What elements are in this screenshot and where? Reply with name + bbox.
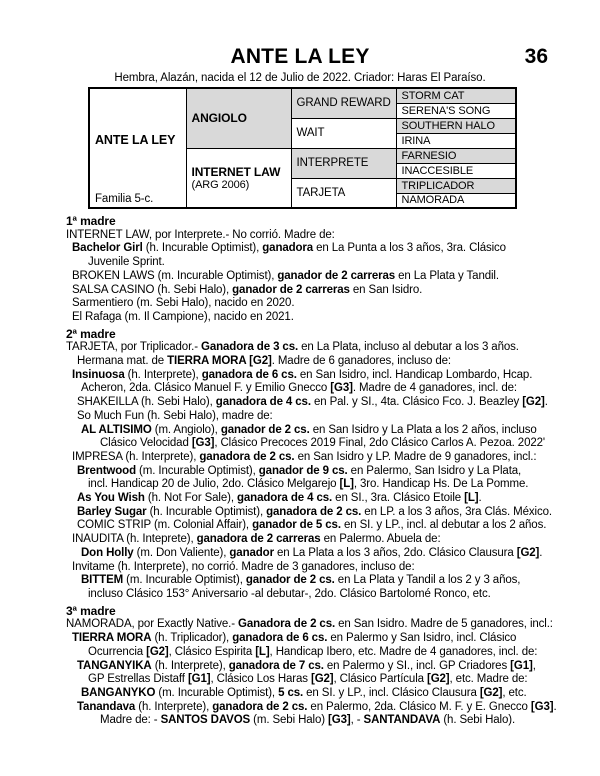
pedigree-line: TARJETA, por Triplicador.- Ganadora de 3 cs. en La Plata, incluso al debutar a los 3 años.	[66, 341, 519, 354]
gen3-cell-3	[396, 118, 516, 133]
gen3-cell-7	[396, 178, 516, 193]
gen3-name: INACCESIBLE	[401, 164, 474, 177]
gen2-name: GRAND REWARD	[296, 97, 391, 110]
gen2-cell-2	[291, 118, 396, 148]
pedigree-line: COMIC STRIP (m. Colonial Affair), ganador de 5 cs. en SI. y LP., incl. al debutar a los 2 años.	[77, 519, 547, 532]
pedigree-line: Hermana mat. de TIERRA MORA [G2]. Madre de 6 ganadores, incluso de:	[77, 355, 451, 368]
pedigree-line: Tanandava (h. Interprete), ganadora de 2 cs. en Palermo, 2da. Clásico M. F. y E. Gnecco [G3].	[77, 700, 557, 713]
gen1-sire-name: ANGIOLO	[191, 111, 247, 126]
pedigree-line: Madre de: - SANTOS DAVOS (m. Sebi Halo) [G3], - SANTANDAVA (h. Sebi Halo).	[100, 714, 516, 727]
gen3-name: STORM CAT	[401, 89, 465, 102]
pedigree-line: Don Holly (m. Don Valiente), ganador en La Plata a los 3 años, 2do. Clásico Clausura [G2].	[81, 546, 543, 559]
gen3-cell-2	[396, 103, 516, 118]
pedigree-line: SHAKEILLA (h. Sebi Halo), ganadora de 4 cs. en Pal. y SI., 4ta. Clásico Fco. J. Beazley [G2].	[77, 396, 548, 409]
gen2-name: TARJETA	[296, 186, 346, 199]
pedigree-line: incluso Clásico 153° Aniversario -al debutar-, 2do. Clásico Bartolomé Ronco, etc.	[88, 587, 491, 600]
pedigree-line: INTERNET LAW, por Interprete.- No corrió. Madre de:	[66, 228, 335, 241]
pedigree-line: Sarmentiero (m. Sebi Halo), nacido en 2020.	[72, 297, 295, 310]
pedigree-line: INAUDITA (h. Inteprete), ganadora de 2 carreras en Palermo. Abuela de:	[72, 533, 441, 546]
pedigree-line: SALSA CASINO (h. Sebi Halo), ganador de 2 carreras en San Isidro.	[72, 283, 423, 296]
page-number: 36	[524, 45, 548, 68]
section-heading: 3ª madre	[66, 603, 116, 618]
gen3-cell-6	[396, 163, 516, 178]
gen1-sire-cell	[186, 88, 291, 148]
pedigree-text	[66, 215, 600, 728]
subject-cell	[89, 88, 186, 208]
page-title: ANTE LA LEY	[230, 45, 370, 68]
pedigree-line: Juvenile Sprint.	[88, 256, 165, 269]
gen3-name: IRINA	[401, 134, 431, 147]
gen3-cell-1	[396, 88, 516, 103]
pedigree-line: Bachelor Girl (h. Incurable Optimist), ganadora en La Punta a los 3 años, 3ra. Clásico	[72, 242, 506, 255]
pedigree-line: BANGANYKO (m. Incurable Optimist), 5 cs. en SI. y LP., incl. Clásico Clausura [G2], etc.	[81, 686, 527, 699]
gen3-cell-4	[396, 133, 516, 148]
pedigree-line: Brentwood (m. Incurable Optimist), ganador de 9 cs. en Palermo, San Isidro y La Plata,	[77, 464, 522, 477]
gen1-dam-cell	[186, 148, 291, 208]
gen3-name: NAMORADA	[401, 194, 465, 207]
gen3-name: SERENA'S SONG	[401, 104, 491, 117]
gen3-cell-5	[396, 148, 516, 163]
gen2-cell-4	[291, 178, 396, 208]
pedigree-line: Insinuosa (h. Interprete), ganadora de 6 cs. en San Isidro, incl. Handicap Lombardo, Hcap.	[72, 368, 533, 381]
gen3-cell-8	[396, 193, 516, 208]
gen2-name: INTERPRETE	[296, 157, 369, 169]
subtitle: Hembra, Alazán, nacida el 12 de Julio de 2022. Criador: Haras El Paraíso.	[114, 72, 486, 84]
pedigree-line: Barley Sugar (h. Incurable Optimist), ganadora de 2 cs. en LP. a los 3 años, 3ra Clás. México.	[77, 505, 552, 518]
pedigree-line: AL ALTISIMO (m. Angiolo), ganador de 2 cs. en San Isidro y La Plata a los 2 años, incluso	[81, 423, 537, 436]
subject-name: ANTE LA LEY	[95, 133, 176, 147]
section-heading: 2ª madre	[66, 326, 116, 341]
table-row	[89, 88, 516, 103]
pedigree-line: Ocurrencia [G2], Clásico Espirita [L], Handicap Ibero, etc. Madre de 4 ganadores, incl. de:	[88, 645, 538, 658]
pedigree-line: As You Wish (h. Not For Sale), ganadora de 4 cs. en SI., 3ra. Clásico Etoile [L].	[77, 492, 482, 505]
pedigree-line: Clásico Velocidad [G3], Clásico Precoces 2019 Final, 2do Clásico Carlos A. Pezoa. 2022'	[100, 437, 545, 450]
gen1-dam-name: INTERNET LAW	[191, 164, 281, 179]
pedigree-line: GP Estrellas Distaff [G1], Clásico Los Haras [G2], Clásico Partícula [G2], etc. Madre de:	[88, 673, 528, 686]
gen2-name: WAIT	[296, 127, 325, 139]
gen3-name: SOUTHERN HALO	[401, 119, 495, 132]
pedigree-table	[88, 87, 517, 209]
pedigree-line: Acheron, 2da. Clásico Manuel F. y Emilio Gnecco [G3]. Madre de 4 ganadores, incl. de:	[81, 382, 517, 395]
pedigree-line: BITTEM (m. Incurable Optimist), ganador de 2 cs. en La Plata y Tandil a los 2 y 3 años,	[81, 574, 521, 587]
gen2-cell-1	[291, 88, 396, 118]
pedigree-line: Invitame (h. Interprete), no corrió. Madre de 3 ganadores, incluso de:	[72, 560, 415, 573]
pedigree-line: So Much Fun (h. Sebi Halo), madre de:	[77, 409, 273, 422]
gen3-name: TRIPLICADOR	[401, 179, 475, 192]
pedigree-line: TIERRA MORA (h. Triplicador), ganadora de 6 cs. en Palermo y San Isidro, incl. Clásico	[72, 632, 517, 645]
pedigree-line: NAMORADA, por Exactly Native.- Ganadora de 2 cs. en San Isidro. Madre de 5 ganadores, incl.:	[66, 618, 553, 631]
page-header	[0, 45, 600, 72]
pedigree-line: IMPRESA (h. Interprete), ganadora de 2 cs. en San Isidro y LP. Madre de 9 ganadores, incl.:	[72, 450, 537, 463]
gen3-name: FARNESIO	[401, 149, 457, 162]
section-heading: 1ª madre	[66, 214, 116, 228]
pedigree-line: BROKEN LAWS (m. Incurable Optimist), ganador de 2 carreras en La Plata y Tandil.	[72, 269, 499, 282]
pedigree-line: incl. Handicap 20 de Julio, 2do. Clásico Melgarejo [L], 3ro. Handicap Hs. De La Pomme.	[88, 478, 529, 491]
gen1-dam-origin: (ARG 2006)	[191, 178, 250, 191]
gen2-cell-3	[291, 148, 396, 178]
family-number: Familia 5-c.	[95, 193, 154, 205]
pedigree-line: El Rafaga (m. Il Campione), nacido en 2021.	[72, 310, 294, 323]
pedigree-line: TANGANYIKA (h. Interprete), ganadora de 7 cs. en Palermo y SI., incl. GP Criadores [G1],	[77, 659, 536, 672]
